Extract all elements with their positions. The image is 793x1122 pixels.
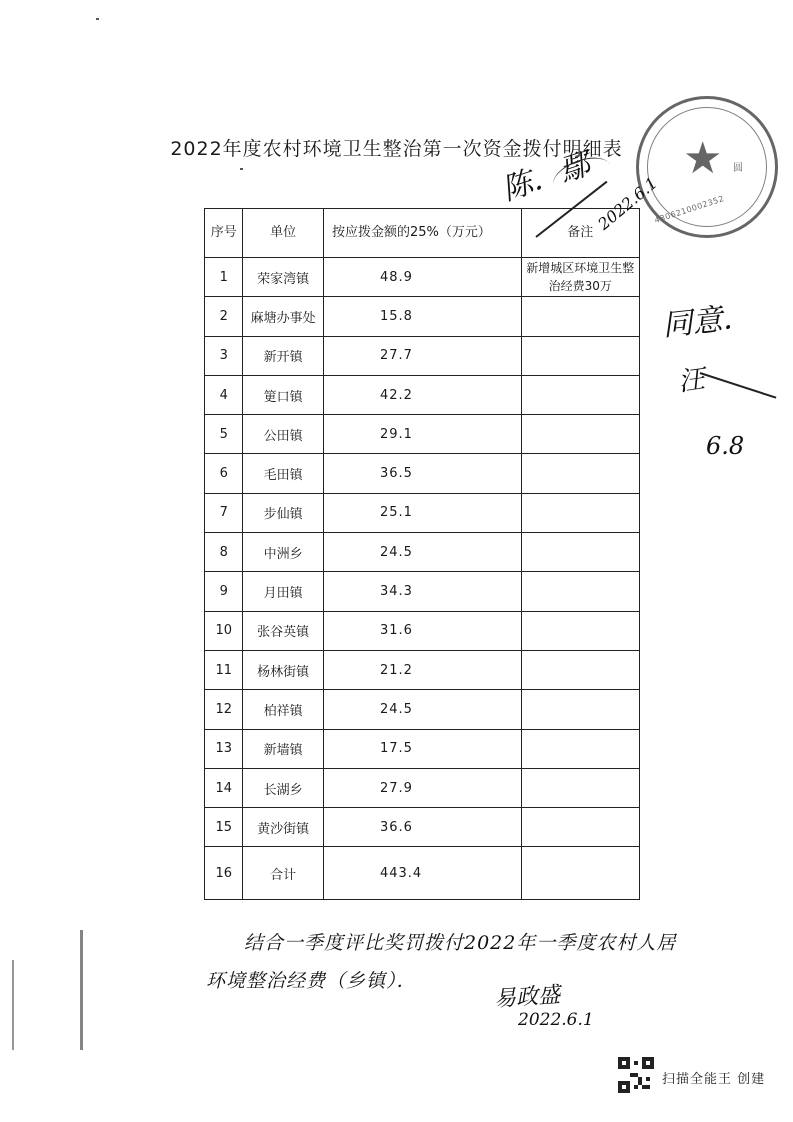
cell-remark	[521, 729, 640, 768]
scan-speck	[240, 168, 243, 170]
qr-code-icon	[618, 1057, 654, 1093]
cell-remark	[521, 847, 640, 900]
handwritten-approver-signature: 汪	[676, 364, 707, 398]
seal-star-icon: ★	[683, 133, 723, 184]
table-row	[205, 533, 640, 572]
cell-unit: 张谷英镇	[243, 611, 324, 650]
cell-seq: 3	[205, 336, 243, 375]
cell-amount: 27.7	[323, 336, 521, 375]
table-row	[205, 650, 640, 689]
cell-unit: 黄沙街镇	[243, 808, 324, 847]
cell-remark	[521, 808, 640, 847]
header-amount: 按应拨金额的25%（万元）	[323, 209, 521, 258]
cell-unit: 中洲乡	[243, 533, 324, 572]
cell-amount: 24.5	[323, 533, 521, 572]
scan-speck	[96, 18, 99, 20]
header-seq: 序号	[205, 209, 243, 258]
scan-edge	[12, 960, 14, 1050]
cell-remark	[521, 650, 640, 689]
table-row	[205, 415, 640, 454]
table-row	[205, 375, 640, 414]
table-row	[205, 297, 640, 336]
cell-amount: 17.5	[323, 729, 521, 768]
cell-seq: 6	[205, 454, 243, 493]
table-row	[205, 258, 640, 297]
cell-remark	[521, 572, 640, 611]
cell-amount: 25.1	[323, 493, 521, 532]
scanner-watermark: 扫描全能王 创建	[662, 1072, 766, 1087]
cell-unit: 合计	[243, 847, 324, 900]
scan-edge	[80, 930, 83, 1050]
cell-seq: 10	[205, 611, 243, 650]
cell-remark	[521, 768, 640, 807]
table-row	[205, 729, 640, 768]
cell-amount: 29.1	[323, 415, 521, 454]
cell-unit: 长湖乡	[243, 768, 324, 807]
cell-seq: 12	[205, 690, 243, 729]
handwritten-note-date: 2022.6.1	[518, 1010, 594, 1030]
header-remark: 备注	[521, 209, 640, 258]
seal-code: 4306210002352	[653, 193, 726, 226]
cell-amount: 15.8	[323, 297, 521, 336]
cell-remark	[521, 690, 640, 729]
cell-seq: 2	[205, 297, 243, 336]
cell-amount: 42.2	[323, 375, 521, 414]
cell-seq: 14	[205, 768, 243, 807]
table-row	[205, 611, 640, 650]
table-row	[205, 336, 640, 375]
cell-amount: 36.6	[323, 808, 521, 847]
handwritten-note-line1: 结合一季度评比奖罚拨付2022年一季度农村人居	[244, 932, 677, 954]
cell-unit: 麻塘办事处	[243, 297, 324, 336]
cell-amount: 24.5	[323, 690, 521, 729]
cell-remark	[521, 415, 640, 454]
table-row	[205, 690, 640, 729]
table-row	[205, 493, 640, 532]
handwritten-approval: 同意．	[660, 299, 754, 344]
cell-remark	[521, 533, 640, 572]
cell-remark	[521, 336, 640, 375]
cell-remark	[521, 258, 640, 297]
official-seal	[636, 96, 778, 238]
cell-amount: 21.2	[323, 650, 521, 689]
cell-amount: 48.9	[323, 258, 521, 297]
cell-unit: 荣家湾镇	[243, 258, 324, 297]
document-title: 2022年度农村环境卫生整治第一次资金拨付明细表	[170, 138, 623, 160]
cell-seq: 5	[205, 415, 243, 454]
cell-seq: 11	[205, 650, 243, 689]
table-row	[205, 768, 640, 807]
cell-amount: 31.6	[323, 611, 521, 650]
table-row	[205, 454, 640, 493]
cell-unit: 杨林街镇	[243, 650, 324, 689]
table-header-row	[205, 209, 640, 258]
cell-unit: 步仙镇	[243, 493, 324, 532]
cell-seq: 4	[205, 375, 243, 414]
cell-remark	[521, 611, 640, 650]
header-unit: 单位	[243, 209, 324, 258]
remark-text: 新增城区环境卫生整治经费30万	[526, 261, 635, 294]
cell-unit: 柏祥镇	[243, 690, 324, 729]
cell-unit: 公田镇	[243, 415, 324, 454]
cell-seq: 16	[205, 847, 243, 900]
seal-mark: 圆	[733, 163, 743, 174]
cell-remark	[521, 493, 640, 532]
cell-remark	[521, 454, 640, 493]
cell-seq: 9	[205, 572, 243, 611]
handwritten-note-signature: 易政盛	[493, 982, 561, 1013]
cell-unit: 月田镇	[243, 572, 324, 611]
handwritten-approval-date: 6.8	[706, 432, 745, 460]
cell-seq: 13	[205, 729, 243, 768]
cell-seq: 1	[205, 258, 243, 297]
cell-unit: 新开镇	[243, 336, 324, 375]
cell-seq: 7	[205, 493, 243, 532]
handwritten-date-top: 2022.6.1	[594, 173, 662, 234]
cell-unit: 毛田镇	[243, 454, 324, 493]
cell-amount: 27.9	[323, 768, 521, 807]
cell-amount: 443.4	[323, 847, 521, 900]
cell-amount: 34.3	[323, 572, 521, 611]
cell-amount: 36.5	[323, 454, 521, 493]
table-total-row	[205, 847, 640, 900]
handwritten-stroke	[700, 372, 777, 399]
cell-remark	[521, 297, 640, 336]
cell-unit: 筻口镇	[243, 375, 324, 414]
handwritten-signature-top: 陈．鄢	[497, 146, 595, 208]
cell-seq: 15	[205, 808, 243, 847]
table-row	[205, 808, 640, 847]
cell-seq: 8	[205, 533, 243, 572]
cell-remark	[521, 375, 640, 414]
table-row	[205, 572, 640, 611]
allocation-table	[204, 208, 640, 900]
handwritten-note-line2: 环境整治经费（乡镇）．	[206, 970, 417, 992]
cell-unit: 新墙镇	[243, 729, 324, 768]
